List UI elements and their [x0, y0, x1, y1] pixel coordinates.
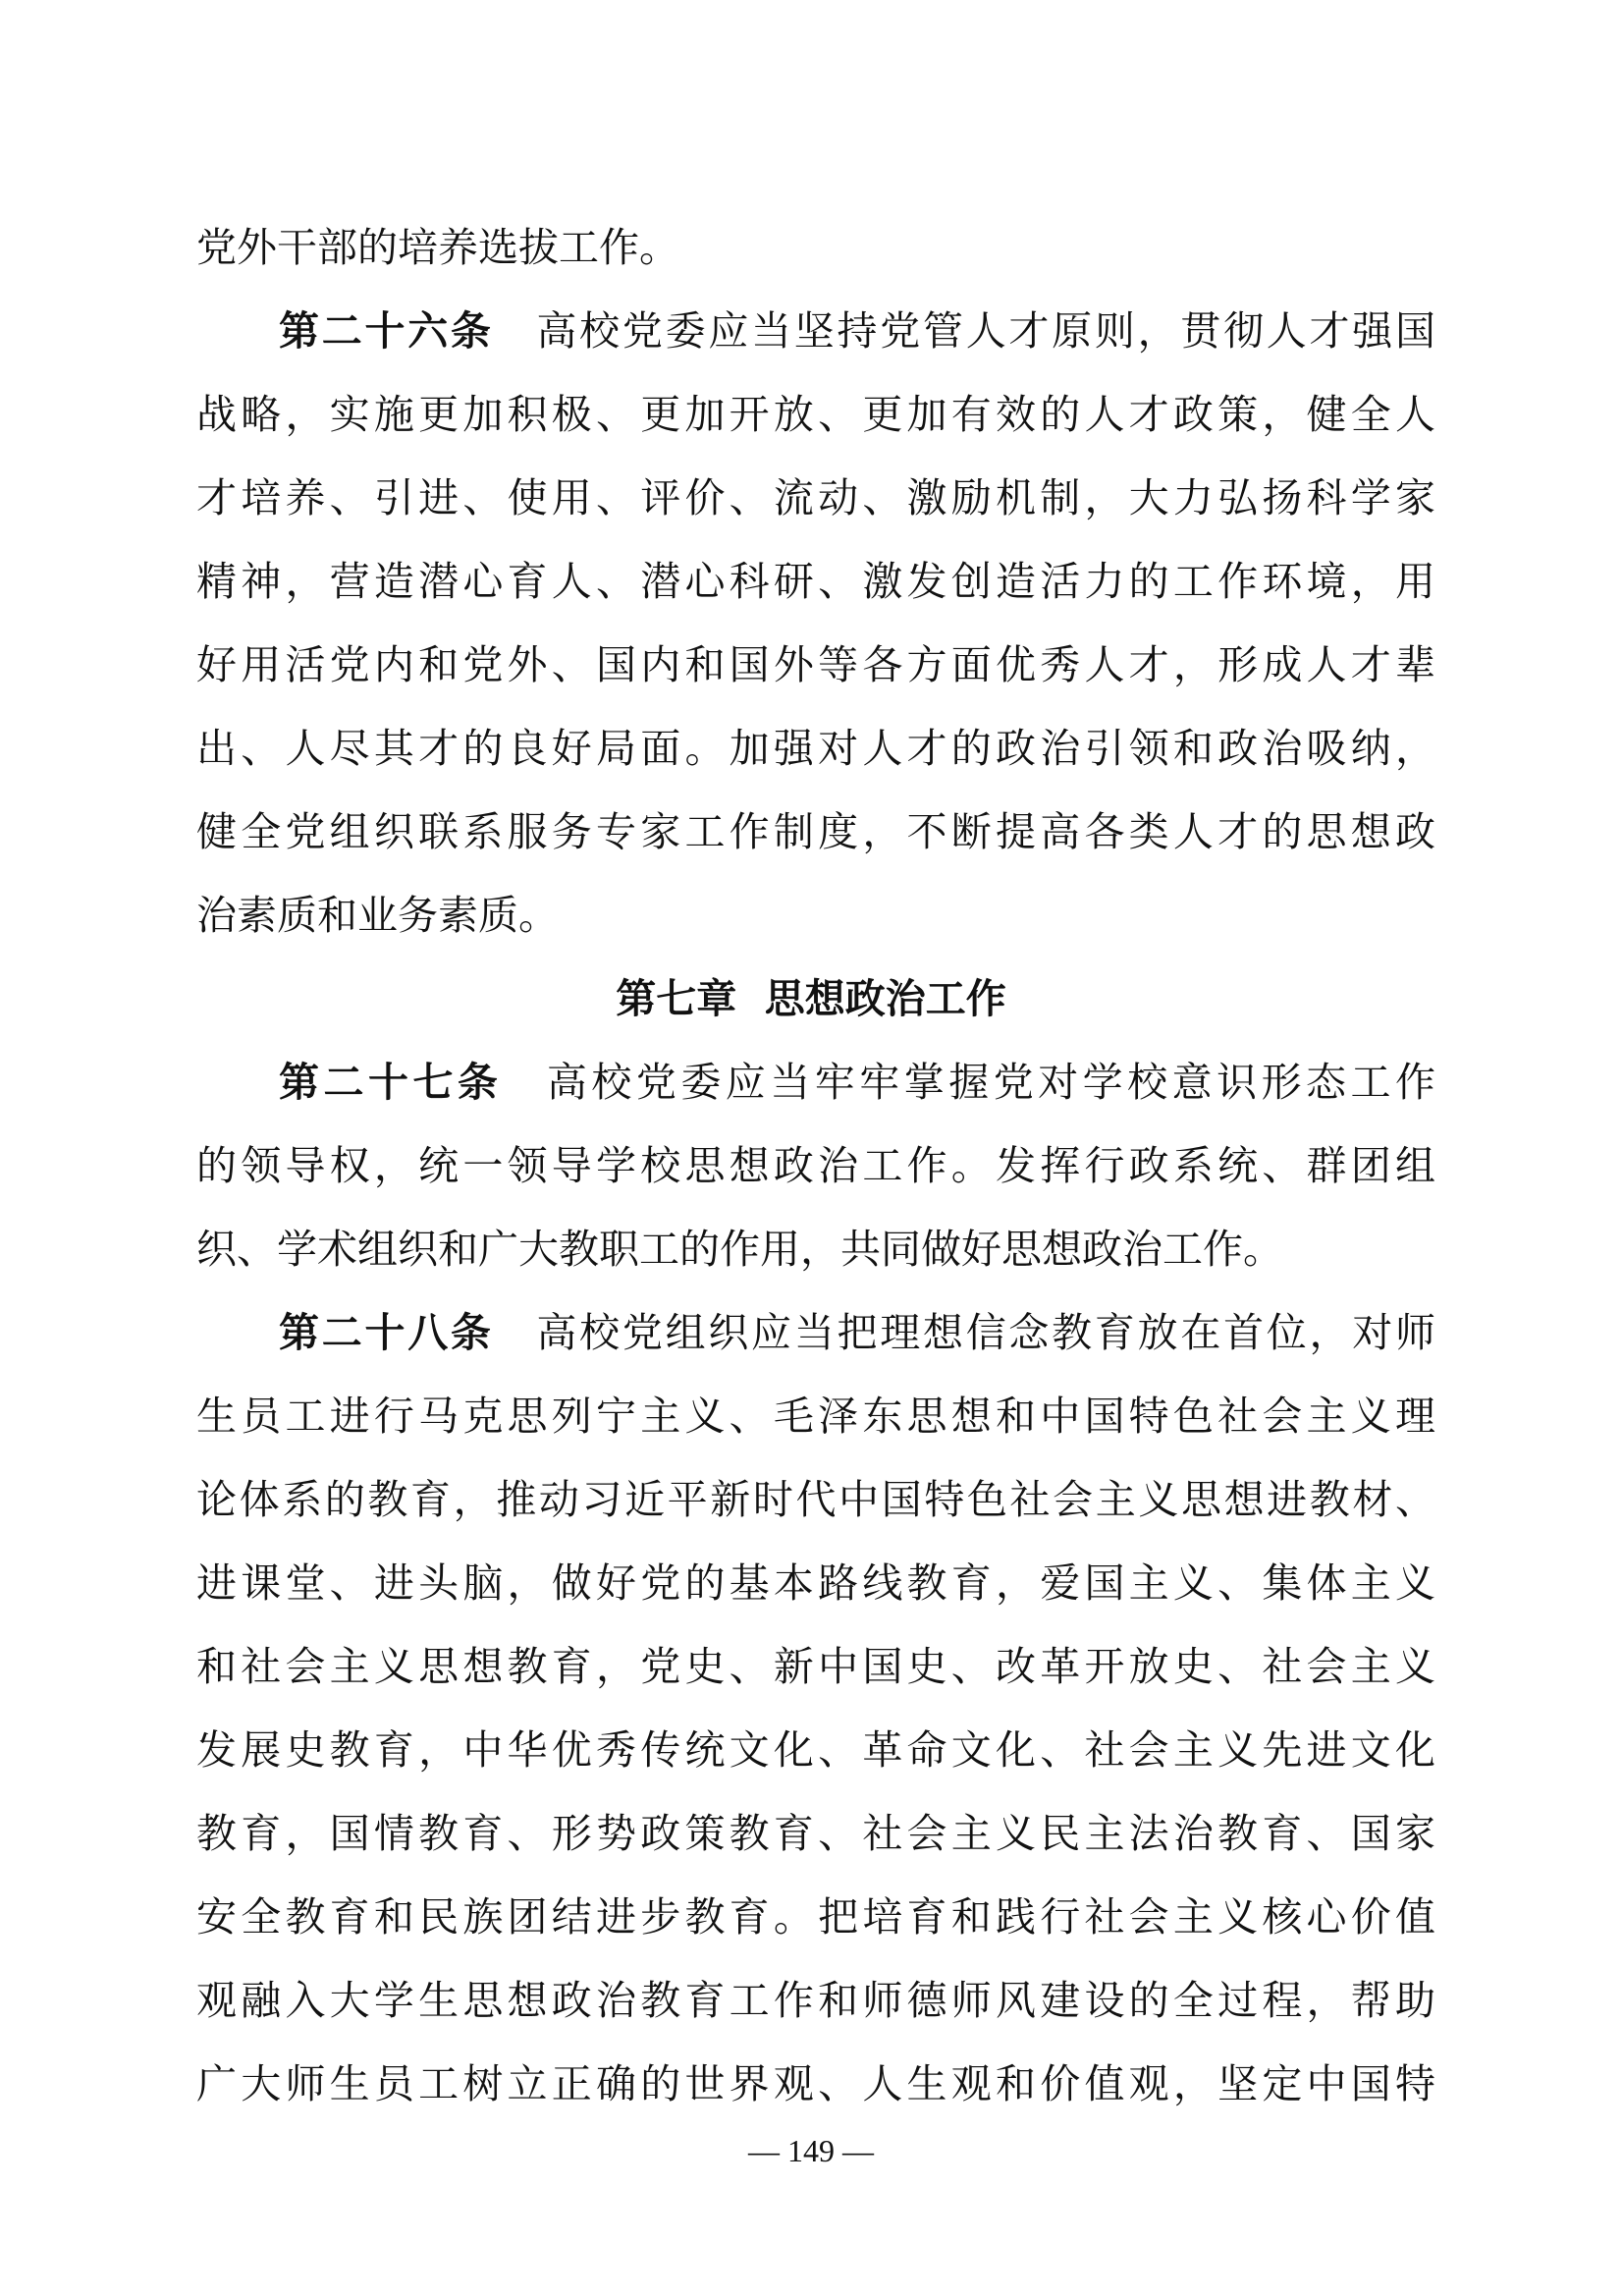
text-line-content: 和社会主义思想教育，党史、新中国史、改革开放史、社会主义 — [196, 1643, 1435, 1690]
text-line — [0, 874, 1622, 957]
text-line-content: 安全教育和民族团结进步教育。把培育和践行社会主义核心价值 — [196, 1893, 1435, 1941]
article-28-text — [279, 1291, 1435, 1374]
article-number: 第二十六条 — [279, 307, 494, 355]
text-line — [0, 373, 1622, 456]
article-first-line-text: 高校党组织应当把理想信念教育放在首位，对师 — [536, 1309, 1436, 1356]
text-line — [0, 1542, 1622, 1624]
text-line — [0, 1208, 1622, 1290]
chapter-title: 第七章 思想政治工作 — [616, 975, 1006, 1022]
text-line-content: 观融入大学生思想政治教育工作和师德师风建设的全过程，帮助 — [196, 1977, 1435, 2024]
article-number: 第二十七条 — [279, 1059, 503, 1106]
article-27-first-line — [0, 1041, 1622, 1123]
article-27-text — [279, 1041, 1435, 1123]
text-line — [0, 707, 1622, 790]
chapter-heading — [0, 957, 1622, 1040]
text-line — [0, 791, 1622, 873]
page-number: — 149 — — [748, 2133, 874, 2168]
text-line-content: 进课堂、进头脑，做好党的基本路线教育，爱国主义、集体主义 — [196, 1559, 1435, 1607]
text-line-content: 党外干部的培养选拔工作。 — [196, 224, 679, 271]
text-line — [0, 540, 1622, 623]
article-first-line-text: 高校党委应当坚持党管人才原则，贯彻人才强国 — [536, 307, 1436, 355]
text-line-content: 生员工进行马克思列宁主义、毛泽东思想和中国特色社会主义理 — [196, 1393, 1435, 1440]
text-line-content: 健全党组织联系服务专家工作制度，不断提高各类人才的思想政 — [196, 808, 1435, 855]
text-line-content: 发展史教育，中华优秀传统文化、革命文化、社会主义先进文化 — [196, 1726, 1435, 1774]
article-28-first-line — [0, 1291, 1622, 1374]
text-line-content: 精神，营造潜心育人、潜心科研、激发创造活力的工作环境，用 — [196, 558, 1435, 605]
text-line-content: 论体系的教育，推动习近平新时代中国特色社会主义思想进教材、 — [196, 1476, 1435, 1523]
text-line — [0, 1375, 1622, 1457]
text-line-content: 出、人尽其才的良好局面。加强对人才的政治引领和政治吸纳， — [196, 725, 1435, 772]
text-line — [0, 1124, 1622, 1207]
text-line-content: 织、学术组织和广大教职工的作用，共同做好思想政治工作。 — [196, 1226, 1283, 1273]
article-first-line-text: 高校党委应当牢牢掌握党对学校意识形态工作 — [546, 1059, 1436, 1106]
text-line — [0, 1876, 1622, 1958]
text-line — [0, 1792, 1622, 1875]
text-line — [0, 206, 1622, 289]
text-line-content: 广大师生员工树立正确的世界观、人生观和价值观，坚定中国特 — [196, 2060, 1435, 2107]
text-line-content: 的领导权，统一领导学校思想政治工作。发挥行政系统、群团组 — [196, 1142, 1435, 1189]
text-line — [0, 1458, 1622, 1541]
text-line-content: 教育，国情教育、形势政策教育、社会主义民主法治教育、国家 — [196, 1810, 1435, 1857]
article-26-first-line — [0, 290, 1622, 372]
text-line-content: 治素质和业务素质。 — [196, 892, 559, 939]
article-26-text — [279, 290, 1435, 372]
text-line — [0, 1959, 1622, 2042]
article-number: 第二十八条 — [279, 1309, 494, 1356]
text-line — [0, 457, 1622, 539]
text-line-content: 才培养、引进、使用、评价、流动、激励机制，大力弘扬科学家 — [196, 474, 1435, 521]
text-line — [0, 624, 1622, 706]
text-line — [0, 1625, 1622, 1708]
text-line — [0, 2043, 1622, 2125]
text-line-content: 好用活党内和党外、国内和国外等各方面优秀人才，形成人才辈 — [196, 641, 1435, 688]
text-line-content: 战略，实施更加积极、更加开放、更加有效的人才政策，健全人 — [196, 391, 1435, 438]
text-line — [0, 1709, 1622, 1791]
